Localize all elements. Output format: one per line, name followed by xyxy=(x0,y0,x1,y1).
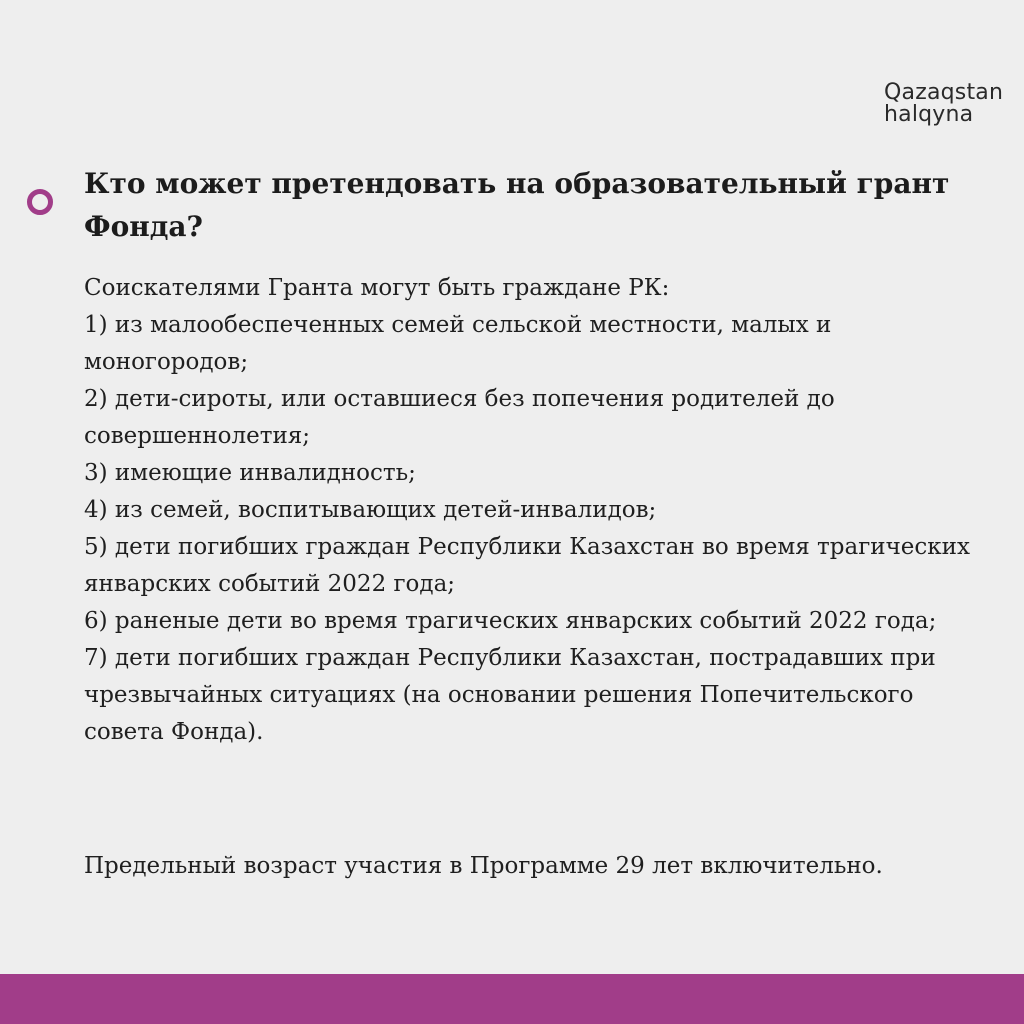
soundwave-logo-icon xyxy=(874,0,1024,80)
bullet-ring-icon xyxy=(27,189,53,215)
list-item: 1) из малообеспеченных семей сельской местности, малых и моногородов; xyxy=(84,312,832,375)
intro-text: Соискателями Гранта могут быть граждане РК: xyxy=(84,275,670,301)
list-item: 6) раненые дети во время трагических январских событий 2022 года; xyxy=(84,608,937,634)
list-item: 4) из семей, воспитывающих детей-инвалидов; xyxy=(84,497,657,523)
eligibility-list xyxy=(84,270,994,751)
list-item: 7) дети погибших граждан Республики Казахстан, пострадавших при чрезвычайных ситуациях (на основании решения Попечительского совета Фонда). xyxy=(84,645,936,745)
list-item: 2) дети-сироты, или оставшиеся без попечения родителей до совершеннолетия; xyxy=(84,386,835,449)
brand-logo xyxy=(874,0,1024,135)
footer-bar xyxy=(0,974,1024,1024)
age-limit-note: Предельный возраст участия в Программе 29 лет включительно. xyxy=(84,853,883,879)
brand-wordmark xyxy=(884,82,1003,126)
list-item: 5) дети погибших граждан Республики Казахстан во время трагических январских событий 2022 года; xyxy=(84,534,970,597)
page-title: Кто может претендовать на образовательный грант Фонда? xyxy=(84,167,950,243)
list-item: 3) имеющие инвалидность; xyxy=(84,460,416,486)
brand-line-2: halqyna xyxy=(884,102,974,127)
brand-line-1: Qazaqstan xyxy=(884,80,1004,105)
